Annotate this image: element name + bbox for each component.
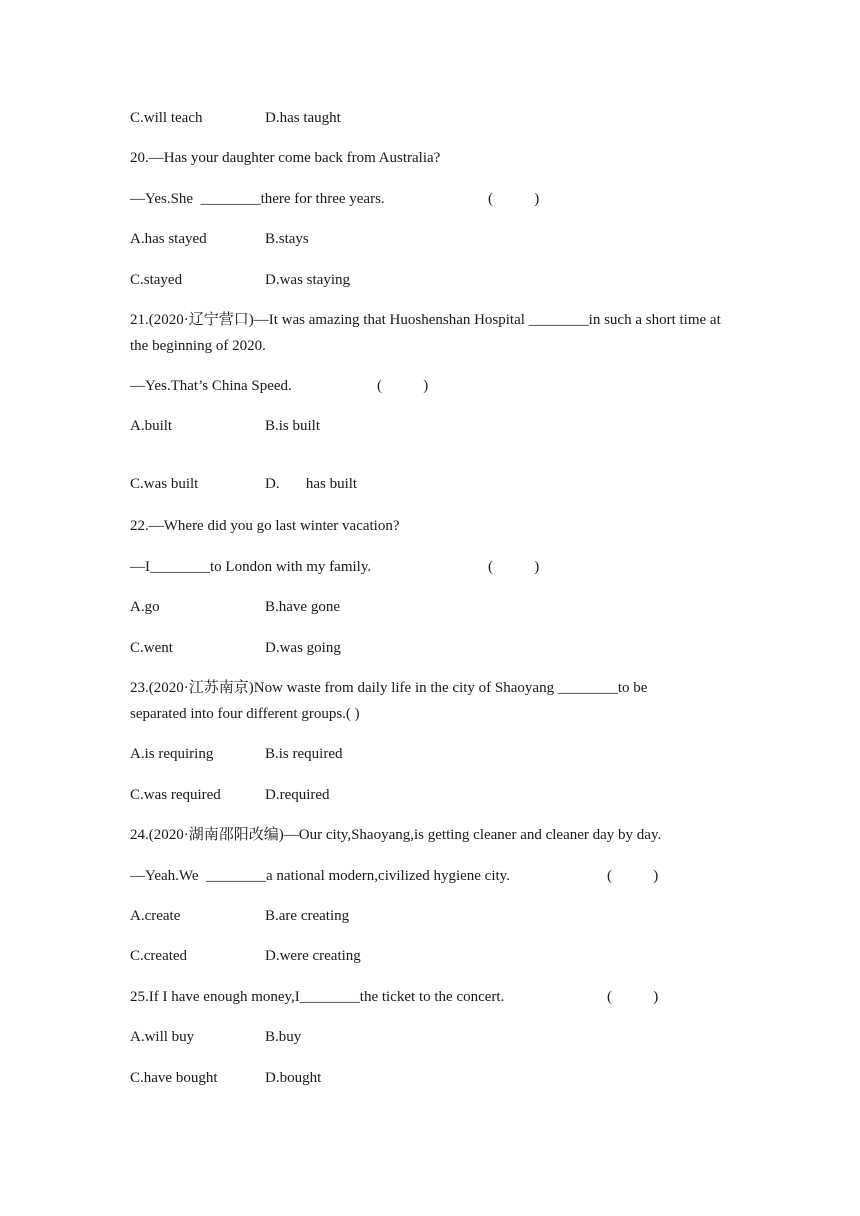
option-c: C.was built: [130, 476, 199, 492]
option-d: D.bought: [265, 1070, 322, 1086]
option-a: A.built: [130, 418, 173, 434]
option-a: A.create: [130, 908, 181, 924]
option-d: D.was going: [265, 640, 341, 656]
option-a: A.is requiring: [130, 746, 214, 762]
option-c: C.was required: [130, 787, 221, 803]
question-reply: —Yeah.We ________a national modern,civilized hygiene city.: [130, 868, 510, 884]
answer-parentheses: ( ): [607, 868, 659, 884]
answer-parentheses: ( ): [607, 989, 659, 1005]
option-c: C.created: [130, 948, 188, 964]
option-a: A.has stayed: [130, 231, 207, 247]
option-b: B.are creating: [265, 908, 350, 924]
option-b: B.stays: [265, 231, 309, 247]
answer-parentheses: ( ): [377, 378, 429, 394]
option-c: C.went: [130, 640, 173, 656]
question-stem: 23.(2020·江苏南京)Now waste from daily life in the city of Shaoyang ________to be separated into four different groups.( ): [130, 680, 648, 722]
option-d: D. has built: [265, 476, 358, 492]
answer-parentheses: ( ): [488, 191, 540, 207]
option-d: D.has taught: [265, 110, 341, 126]
question-reply: —I________to London with my family.: [130, 559, 372, 575]
question-reply: —Yes.That’s China Speed.: [130, 378, 292, 394]
answer-parentheses: ( ): [488, 559, 540, 575]
option-d: D.was staying: [265, 272, 350, 288]
question-reply: —Yes.She ________there for three years.: [130, 191, 385, 207]
option-b: B.have gone: [265, 599, 340, 615]
option-a: A.go: [130, 599, 160, 615]
option-c: C.have bought: [130, 1070, 218, 1086]
option-c: C.will teach: [130, 110, 203, 126]
option-a: A.will buy: [130, 1029, 195, 1045]
option-b: B.buy: [265, 1029, 302, 1045]
question-stem: 21.(2020·辽宁营口)—It was amazing that Huoshenshan Hospital ________in such a short time at the beginning of 2020.: [130, 312, 721, 354]
option-b: B.is built: [265, 418, 321, 434]
option-c: C.stayed: [130, 272, 183, 288]
question-stem: 22.—Where did you go last winter vacation?: [130, 518, 400, 534]
option-d: D.were creating: [265, 948, 361, 964]
question-stem: 25.If I have enough money,I________the ticket to the concert.: [130, 989, 505, 1005]
option-b: B.is required: [265, 746, 343, 762]
option-d: D.required: [265, 787, 330, 803]
question-stem: 20.—Has your daughter come back from Australia?: [130, 150, 441, 166]
question-stem: 24.(2020·湖南邵阳改编)—Our city,Shaoyang,is getting cleaner and cleaner day by day.: [130, 827, 662, 843]
